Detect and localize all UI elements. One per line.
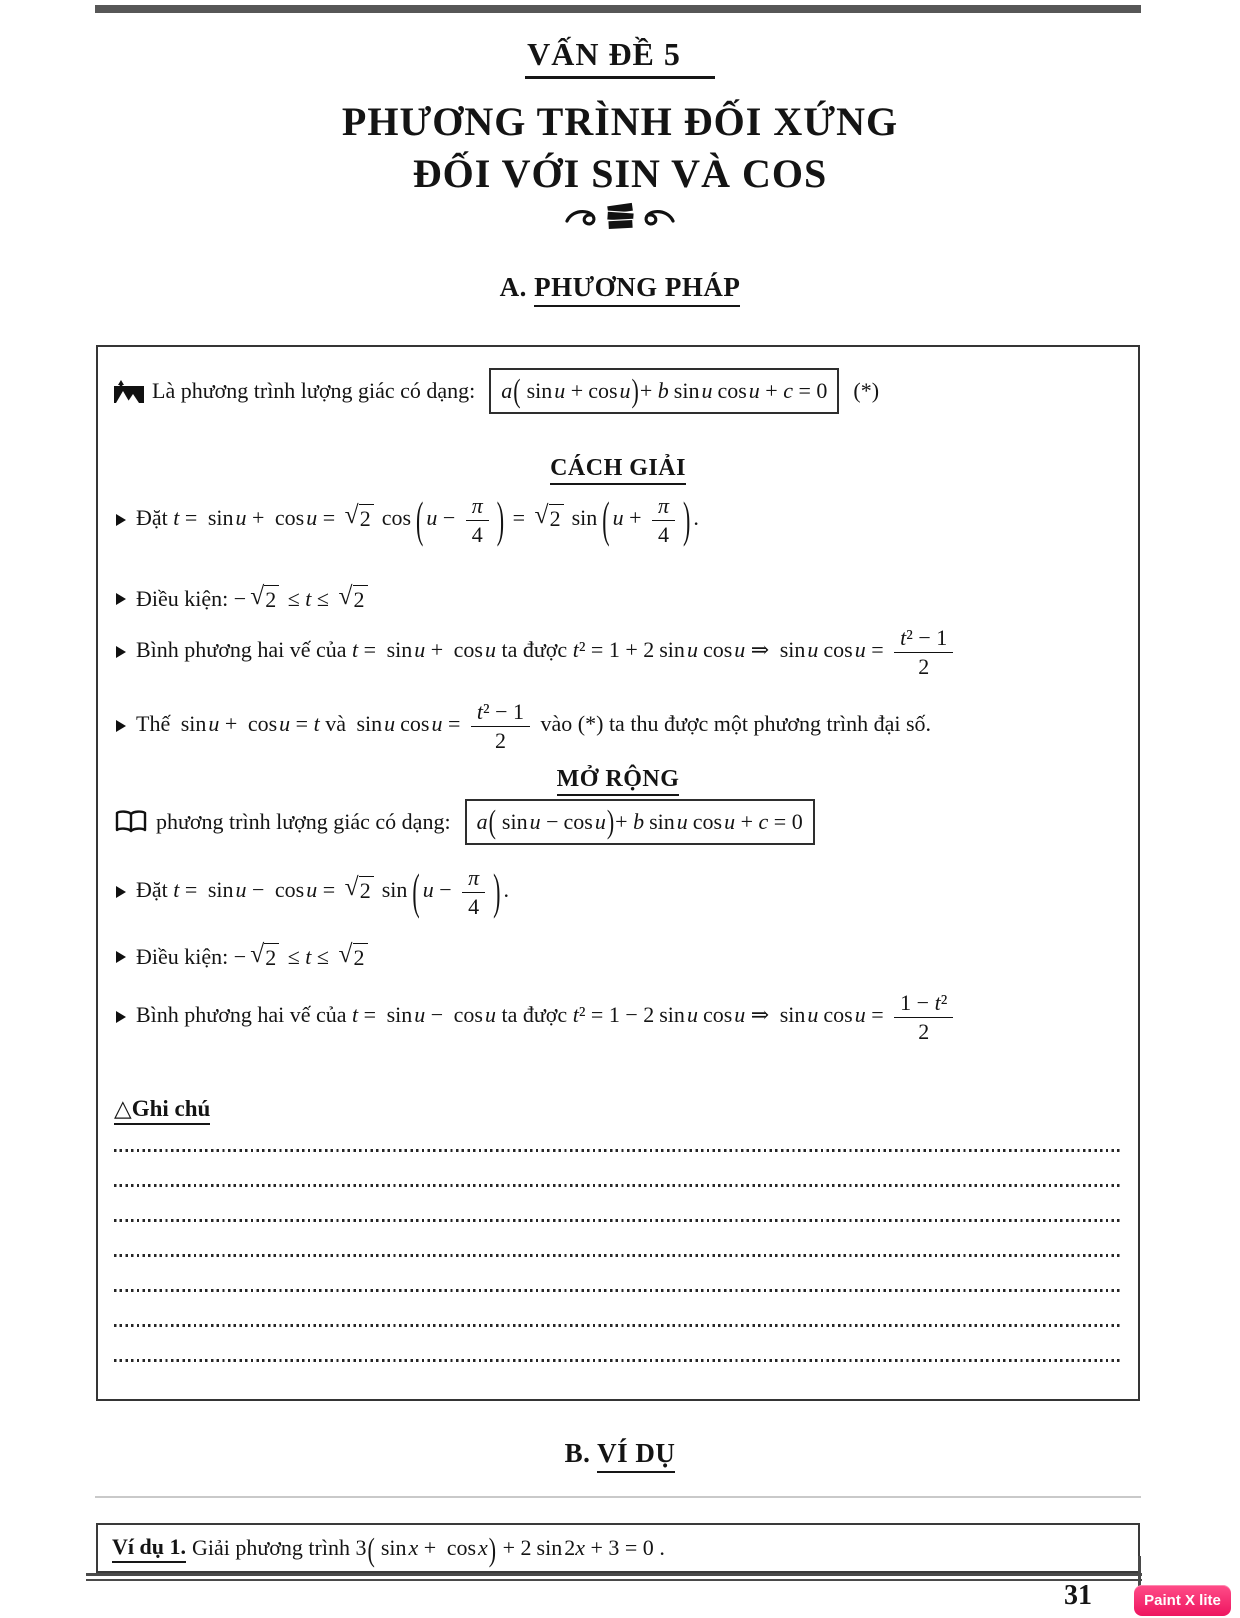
page-number: 31	[1064, 1580, 1092, 1611]
boxed-formula-symmetric: a ( sin u + cos u ) + b sin u cos u + c = 0	[489, 368, 839, 414]
method-intro-row	[114, 365, 1122, 417]
mo-rong-intro-text: phương trình lượng giác có dạng:	[156, 809, 451, 834]
triangle-bullet-icon	[116, 1011, 126, 1023]
bullet-binh-phuong-2: Bình phương hai vế của t = sinu − cosu ta được t² = 1 − 2 sinu cosu ⇒ sinu cosu = $\frac{\text{1 − t²}}{2}$	[114, 985, 1122, 1049]
method-box	[96, 345, 1140, 1401]
triangle-bullet-icon	[116, 593, 126, 605]
page-title-line1: PHƯƠNG TRÌNH ĐỐI XỨNG	[341, 99, 899, 144]
dotted-note-line	[114, 1324, 1122, 1327]
mo-rong-heading: MỞ RỘNG	[114, 766, 1122, 793]
mo-rong-intro-row	[114, 799, 1122, 845]
bullet-dat-1: Đặt t = sinu + cosu = √ 2 cos ( u − $\frac{\pi}{4}$ ) = √ 2 sin ( u + $\frac{\pi}{4}$ ) .	[114, 482, 1122, 558]
page-title-line2: ĐỐI VỚI SIN VÀ COS	[412, 151, 828, 196]
cach-giai-heading: CÁCH GIẢI	[114, 455, 1122, 482]
triangle-outline-icon: △	[114, 1096, 132, 1125]
section-a-label: A.	[499, 272, 535, 302]
page-title	[0, 96, 1240, 200]
dotted-note-line	[114, 1184, 1122, 1187]
bullet-dieu-kien-1: Điều kiện: − √ 2 ≤ t ≤ √ 2	[114, 582, 1122, 616]
boxed-formula-antisymmetric: a ( sin u − cos u ) + b sin u cos u + c = 0	[465, 799, 815, 845]
bullet-dat-2: Đặt t = sinu − cosu = √ 2 sin ( u − $\frac{\pi}{4}$ ) .	[114, 854, 1122, 930]
notes-heading	[114, 1095, 1122, 1122]
paintx-watermark-badge: Paint X lite	[1134, 1585, 1231, 1616]
bullet-binh-phuong-1: Bình phương hai vế của t = sinu + cosu ta được t² = 1 + 2 sinu cosu ⇒ sinu cosu = $\frac{\text{t² − 1}}{2}$	[114, 620, 1122, 684]
formula-tag: (*)	[853, 378, 880, 403]
triangle-bullet-icon	[116, 514, 126, 526]
method-intro-text: Là phương trình lượng giác có dạng:	[152, 378, 476, 403]
section-b-title: VÍ DỤ	[597, 1438, 675, 1473]
section-a-title: PHƯƠNG PHÁP	[534, 272, 740, 307]
triangle-bullet-icon	[116, 886, 126, 898]
problem-number-heading	[0, 36, 1240, 73]
dotted-note-line	[114, 1289, 1122, 1292]
section-b-label: B.	[564, 1438, 598, 1468]
dotted-note-line	[114, 1359, 1122, 1362]
section-a-heading	[0, 272, 1240, 303]
footer-rule	[86, 1573, 1142, 1581]
dotted-note-line	[114, 1219, 1122, 1222]
example-1-box	[96, 1523, 1140, 1573]
dotted-note-line	[114, 1149, 1122, 1152]
faint-divider	[95, 1496, 1141, 1498]
mountain-scene-icon	[114, 379, 144, 404]
dotted-note-line	[114, 1254, 1122, 1257]
example-1-label: Ví dụ 1.	[112, 1534, 186, 1563]
book-flourish-icon	[564, 200, 676, 234]
notes-lines	[114, 1149, 1122, 1362]
top-rule	[95, 5, 1141, 13]
triangle-bullet-icon	[116, 720, 126, 732]
notes-heading-text: Ghi chú	[132, 1096, 211, 1125]
example-1-statement: Giải phương trình 3( sinx + cosx) + 2 sin2x + 3 = 0 .	[191, 1530, 665, 1569]
bullet-dieu-kien-2: Điều kiện: − √ 2 ≤ t ≤ √ 2	[114, 940, 1122, 974]
triangle-bullet-icon	[116, 951, 126, 963]
ornament	[0, 200, 1240, 239]
problem-number-text: VẤN ĐỀ 5	[525, 36, 715, 79]
triangle-bullet-icon	[116, 646, 126, 658]
bullet-the: Thế sinu + cosu = t và sinu cosu = $\frac{\text{t² − 1}}{2}$ vào (*) ta thu được một phương trình đại số.	[114, 694, 1122, 758]
section-b-heading	[0, 1438, 1240, 1469]
open-book-icon	[114, 809, 148, 835]
